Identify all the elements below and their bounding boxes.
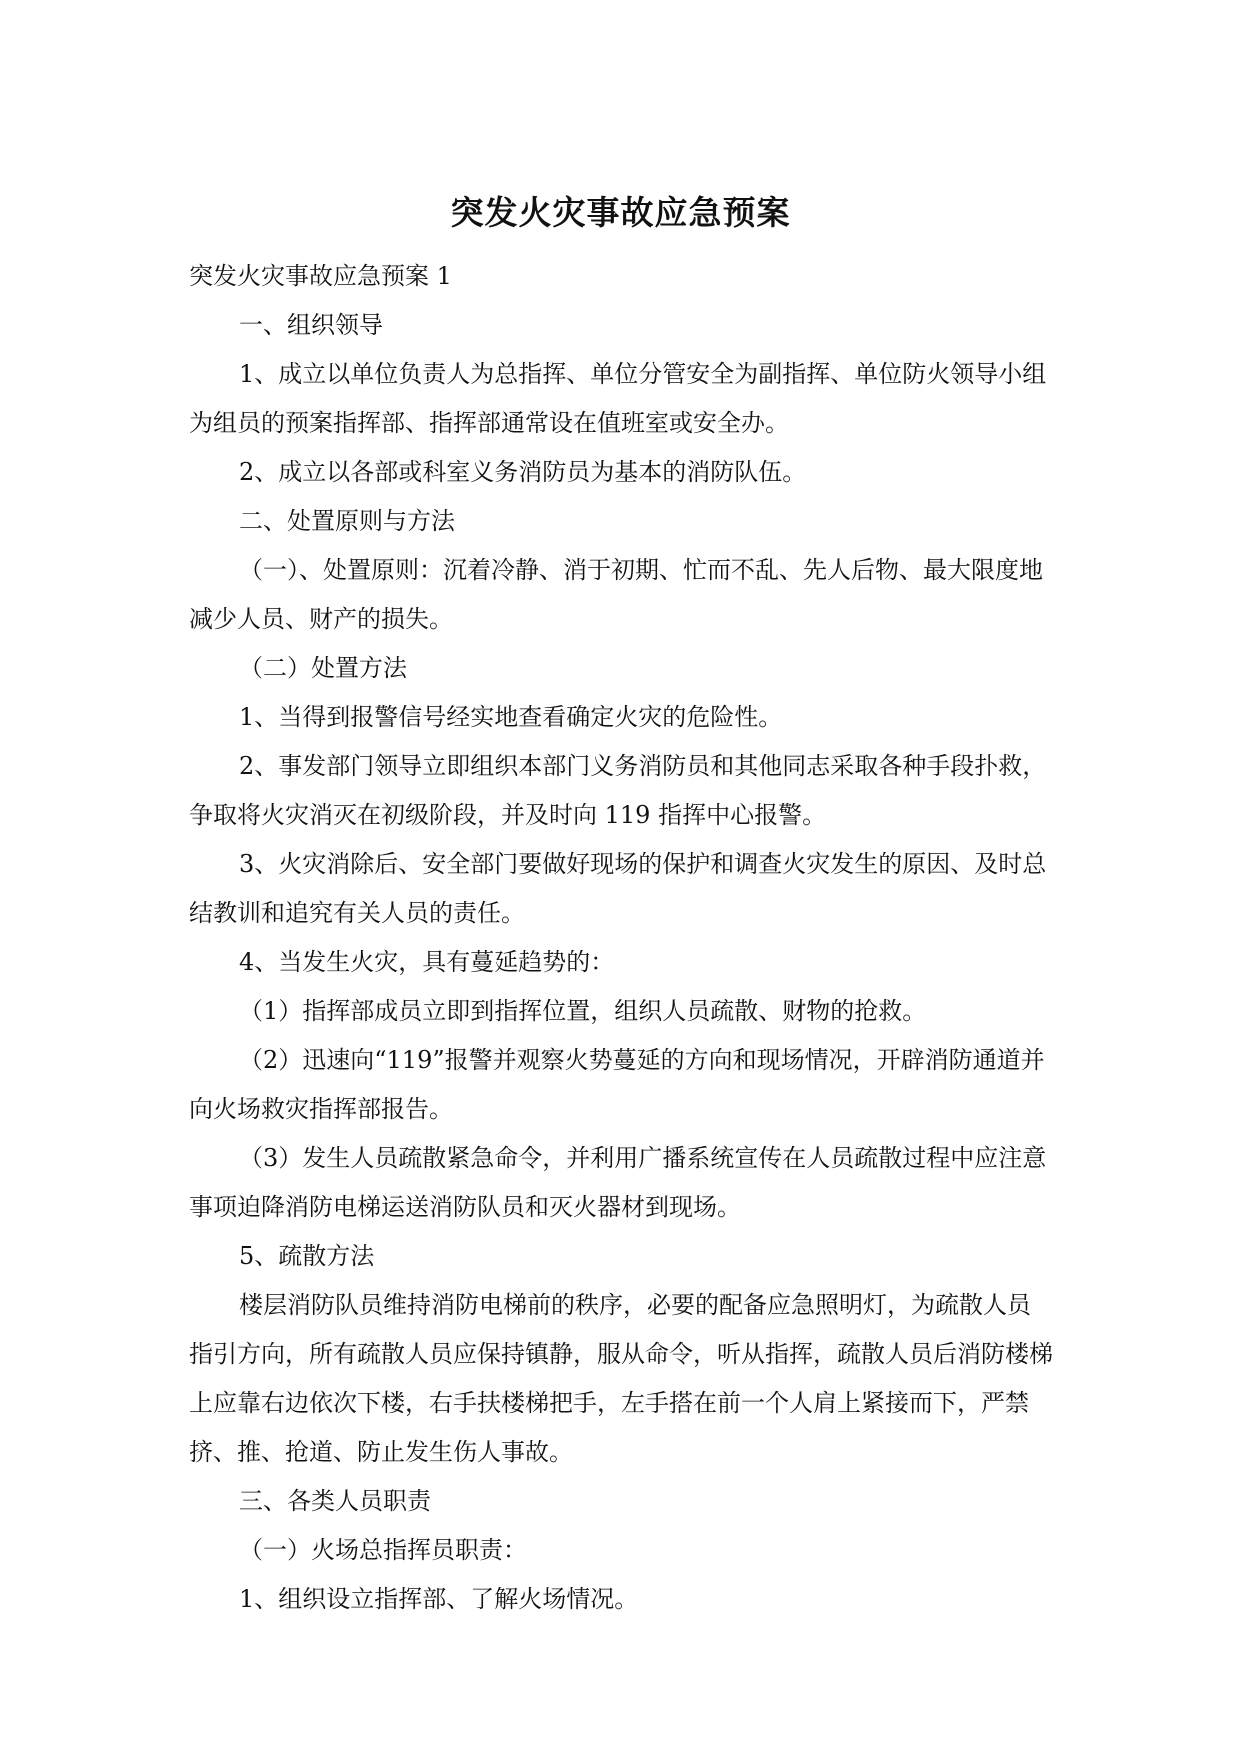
paragraph: 1、组织设立指挥部、了解火场情况。 xyxy=(239,1585,639,1613)
heading-staff-duties: 三、各类人员职责 xyxy=(239,1487,431,1515)
paragraph: 1、成立以单位负责人为总指挥、单位分管安全为副指挥、单位防火领导小组为组员的预案指挥部、指挥部通常设在值班室或安全办。 xyxy=(189,360,1047,437)
subheading-commander-duties: （一）火场总指挥员职责： xyxy=(239,1536,527,1564)
paragraph: （3）发生人员疏散紧急命令，并利用广播系统宣传在人员疏散过程中应注意事项迫降消防电梯运送消防队员和灭火器材到现场。 xyxy=(189,1144,1047,1221)
paragraph: （1）指挥部成员立即到指挥位置，组织人员疏散、财物的抢救。 xyxy=(239,997,927,1025)
document-title: 突发火灾事故应急预案 xyxy=(450,193,791,232)
paragraph: （2）迅速向“119”报警并观察火势蔓延的方向和现场情况，开辟消防通道并向火场救灾指挥部报告。 xyxy=(189,1046,1045,1123)
paragraph: 楼层消防队员维持消防电梯前的秩序，必要的配备应急照明灯，为疏散人员指引方向，所有疏散人员应保持镇静，服从命令，听从指挥，疏散人员后消防楼梯上应靠右边依次下楼，右手扶楼梯把手，左手搭在前一个人肩上紧接而下，严禁挤、推、抢道、防止发生伤人事故。 xyxy=(189,1291,1053,1466)
paragraph: 2、事发部门领导立即组织本部门义务消防员和其他同志采取各种手段扑救，争取将火灾消灭在初级阶段，并及时向 119 指挥中心报警。 xyxy=(189,752,1047,829)
paragraph: 1、当得到报警信号经实地查看确定火灾的危险性。 xyxy=(239,703,783,731)
section-subtitle: 突发火灾事故应急预案 1 xyxy=(189,262,452,290)
subheading-methods: （二）处置方法 xyxy=(239,654,407,682)
paragraph: 3、火灾消除后、安全部门要做好现场的保护和调查火灾发生的原因、及时总结教训和追究有关人员的责任。 xyxy=(189,850,1047,927)
heading-principles-methods: 二、处置原则与方法 xyxy=(239,507,455,535)
paragraph: 4、当发生火灾，具有蔓延趋势的： xyxy=(239,948,615,976)
paragraph: （一）、处置原则：沉着冷静、消于初期、忙而不乱、先人后物、最大限度地减少人员、财产的损失。 xyxy=(189,556,1043,633)
heading-org-leadership: 一、组织领导 xyxy=(239,311,383,339)
paragraph: 2、成立以各部或科室义务消防员为基本的消防队伍。 xyxy=(239,458,807,486)
document-body xyxy=(189,252,1053,1624)
subheading-evacuation: 5、疏散方法 xyxy=(239,1242,375,1270)
